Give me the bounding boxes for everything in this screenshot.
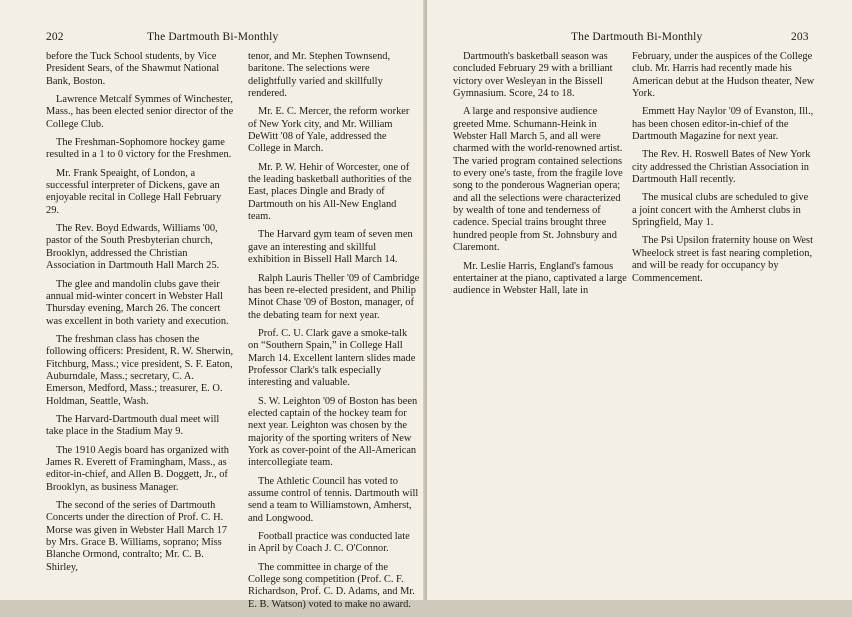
paragraph: The glee and mandolin clubs gave their annual mid-winter concert in Webster Hall Thursday evening, March 26. The concert was excellent in both variety and execution. — [46, 278, 229, 327]
paragraph: The Athletic Council has voted to assume control of tennis. Dartmouth will send a team to Williamstown, Amherst, and Longwood. — [248, 475, 419, 524]
paragraph: Emmett Hay Naylor '09 of Evanston, Ill., has been chosen editor-in-chief of the Dartmouth Magazine for next year. — [632, 106, 814, 143]
paragraph: Lawrence Metcalf Symmes of Winchester, Mass., has been elected senior director of the College Club. — [46, 94, 234, 130]
paragraph: Mr. P. W. Hehir of Worcester, one of the leading basketball authorities of the East, places Dingle and Brady of Dartmouth on his All-New England team. — [248, 161, 412, 223]
paragraph: The Psi Upsilon fraternity house on West Wheelock street is fast nearing completion, and will be ready for occupancy by Commencement. — [632, 235, 813, 284]
paragraph: before the Tuck School students, by Vice President Sears, of the Shawmut National Bank, Boston. — [46, 51, 220, 87]
paragraph: Ralph Lauris Theller '09 of Cambridge has been re-elected president, and Philip Minot Chase '09 of Boston, manager, of the debating team for next year. — [248, 272, 420, 321]
paragraph: The 1910 Aegis board has organized with James R. Everett of Framingham, Mass., as editor-in-chief, and Allen B. Doggett, Jr., of Brooklyn, as business Manager. — [46, 444, 229, 493]
paragraph: The Rev. H. Roswell Bates of New York city addressed the Christian Association in Dartmouth Hall recently. — [632, 149, 811, 186]
left-column-2 — [248, 51, 420, 617]
paragraph: A large and responsive audience greeted Mme. Schumann-Heink in Webster Hall March 5, and all were charmed with the world-renowned artist. The varied program contained selections to every one's taste, from the fragile love song to the ponderous Wagnerian opera; and all the selections were characterized by wealth of tone and tenderness of cadence. Special trains brought three hundred people from St. Johnsbury and Claremont. — [453, 106, 623, 254]
paragraph: Mr. Frank Speaight, of London, a successful interpreter of Dickens, gave an enjoyable recital in College Hall February 29. — [46, 167, 222, 216]
right-column-1 — [453, 51, 627, 304]
right-running-head: The Dartmouth Bi-Monthly — [571, 31, 703, 43]
paragraph: Dartmouth's basketball season was concluded February 29 with a brilliant victory over Wesleyan in the Bissell Gymnasium. Score, 24 to 18. — [453, 51, 613, 100]
left-column-1 — [46, 51, 234, 580]
paragraph: The musical clubs are scheduled to give a joint concert with the Amherst clubs in Springfield, May 1. — [632, 192, 809, 229]
paragraph: The committee in charge of the College song competition (Prof. C. F. Richardson, Prof. C. D. Adams, and Mr. E. B. Watson) voted to make no award. — [248, 561, 415, 610]
left-page — [0, 0, 425, 610]
left-running-head: The Dartmouth Bi-Monthly — [147, 31, 279, 43]
paragraph: Prof. C. U. Clark gave a smoke-talk on “Southern Spain,” in College Hall March 14. Excellent lantern slides made Professor Clark's talk especially interesting and valuable. — [248, 327, 416, 389]
paragraph: February, under the auspices of the College club. Mr. Harris had recently made his American debut at the Hudson theater, New York. — [632, 51, 815, 100]
paragraph: tenor, and Mr. Stephen Townsend, baritone. The selections were delightfully varied and skillfully rendered. — [248, 51, 391, 100]
paragraph: Mr. E. C. Mercer, the reform worker of New York city, and Mr. William DeWitt '08 of Yale, addressed the College in March. — [248, 106, 410, 155]
paragraph: Football practice was conducted late in April by Coach J. C. O'Connor. — [248, 531, 410, 555]
right-column-2 — [632, 51, 815, 291]
paragraph: The second of the series of Dartmouth Concerts under the direction of Prof. C. H. Morse was given in Webster Hall March 17 by Mrs. Grace B. Williams, soprano; Miss Blanche Ormond, contralto; Mr. C. B. Shirley, — [46, 500, 228, 573]
paragraph: The Freshman-Sophomore hockey game resulted in a 1 to 0 victory for the Freshmen. — [46, 137, 232, 161]
right-page-number: 203 — [791, 31, 809, 43]
paragraph: S. W. Leighton '09 of Boston has been elected captain of the hockey team for next year. Leighton was chosen by the majority of the sporting writers of New York as cover-point of the All-American intercollegiate team. — [248, 395, 418, 469]
left-page-number: 202 — [46, 31, 64, 43]
paragraph: The Harvard-Dartmouth dual meet will take place in the Stadium May 9. — [46, 413, 220, 438]
paragraph: Mr. Leslie Harris, England's famous entertainer at the piano, captivated a large audience in Webster Hall, late in — [453, 260, 627, 297]
right-page — [427, 0, 852, 600]
paragraph: The Harvard gym team of seven men gave an interesting and skillful exhibition in Bissell Hall March 14. — [248, 229, 413, 266]
paragraph: The Rev. Boyd Edwards, Williams '00, pastor of the South Presbyterian church, Brooklyn, addressed the Christian Association in Dartmouth Hall March 25. — [46, 223, 220, 272]
paragraph: The freshman class has chosen the following officers: President, R. W. Sherwin, Fitchburg, Mass.; vice president, S. F. Eaton, Auburndale, Mass.; secretary, C. A. Emerson, Medford, Mass.; treasurer, E. O. Holdman, Seattle, Wash. — [46, 333, 234, 407]
